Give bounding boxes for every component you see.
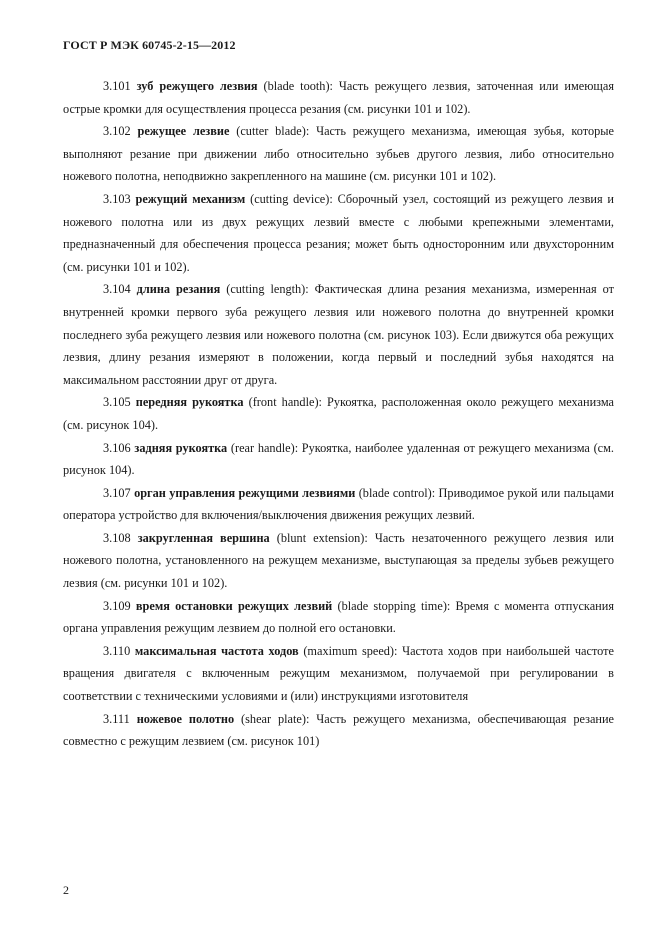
term-number: 3.105	[103, 395, 131, 410]
term-number: 3.101	[103, 79, 131, 93]
term-number: 3.107	[103, 485, 131, 500]
term-definition: (cutting device): Сборочный узел, состоящий из режущего лезвия и ножевого полотна или из двух режущих лезвий вместе с любыми крепежными элементами, предназначенный для обеспечения процесса резания; может быть односторонним или двухсторонним (см. рисунки 101 и 102).	[63, 191, 615, 274]
term-number: 3.110	[103, 643, 131, 658]
term-number: 3.104	[103, 282, 131, 297]
term-name: зуб режущего лезвия	[136, 79, 258, 93]
term-entry	[63, 188, 614, 278]
term-name: закругленная вершина	[137, 530, 270, 545]
term-name: длина резания	[136, 282, 221, 297]
term-definition: (cutting length): Фактическая длина резания механизма, измеренная от внутренней кромки первого зуба режущего лезвия или ножевого полотна до внутренней кромки последнего зуба режущего лезвия или ножевого полотна (см. рисунок 103). Если движутся оба режущих лезвия, длину резания измеряют в положении, когда первый и последний зубья находятся на максимальном расстоянии друг от друга.	[63, 282, 614, 387]
term-name: задняя рукоятка	[134, 440, 228, 455]
term-name: передняя рукоятка	[135, 395, 244, 410]
term-definition: (blade control): Приводимое рукой или пальцами оператора устройство для включения/выключения движения режущих лезвий.	[63, 485, 614, 523]
page-number: 2	[63, 883, 69, 897]
term-name: максимальная частота ходов	[134, 643, 299, 658]
term-entry	[63, 120, 614, 188]
term-name: режущий механизм	[135, 191, 246, 206]
term-entry	[63, 708, 614, 753]
term-number: 3.102	[103, 124, 131, 139]
term-definition: (blunt extension): Часть незаточенного режущего лезвия или ножевого полотна, установленного на режущем механизме, выступающая за пределы зубьев режущего лезвия (см. рисунки 101 и 102).	[63, 530, 614, 591]
term-number: 3.111	[103, 711, 130, 726]
term-name: режущее лезвие	[137, 124, 230, 139]
term-number: 3.109	[103, 598, 131, 613]
term-number: 3.103	[103, 191, 131, 206]
term-entry	[63, 527, 614, 595]
term-name: орган управления режущими лезвиями	[134, 485, 356, 500]
term-name: время остановки режущих лезвий	[135, 598, 333, 613]
term-entry	[63, 482, 614, 527]
term-entry	[63, 640, 614, 708]
terms-list	[63, 75, 614, 753]
term-entry	[63, 391, 614, 436]
document-header: ГОСТ Р МЭК 60745-2-15—2012	[63, 38, 236, 52]
term-definition: (blade tooth): Часть режущего лезвия, заточенная или имеющая острые кромки для осуществления процесса резания (см. рисунки 101 и 102).	[63, 79, 615, 116]
term-entry	[63, 437, 614, 482]
term-definition: (maximum speed): Частота ходов при наибольшей частоте вращения двигателя с включенным режущим механизмом, получаемой при регулировании в соответствии с техническими условиями и (или) инструкциями изготовителя	[63, 643, 614, 704]
term-definition: (front handle): Рукоятка, расположенная около режущего механизма (см. рисунок 104).	[63, 395, 614, 432]
term-entry	[63, 595, 614, 640]
term-name: ножевое полотно	[136, 711, 235, 726]
term-entry	[63, 75, 614, 120]
term-number: 3.108	[103, 530, 131, 545]
term-definition: (blade stopping time): Время с момента отпускания органа управления режущим лезвием до полной его остановки.	[63, 598, 614, 636]
term-definition: (cutter blade): Часть режущего механизма, имеющая зубья, которые выполняют резание при движении либо относительно зубьев другого лезвия, либо относительно ножевого полотна, неподвижно закрепленного на машине (см. рисунки 101 и 102).	[63, 124, 614, 184]
term-entry	[63, 278, 614, 391]
term-definition: (rear handle): Рукоятка, наиболее удаленная от режущего механизма (см. рисунок 104).	[63, 440, 614, 478]
term-definition: (shear plate): Часть режущего механизма, обеспечивающая резание совместно с режущим лезвием (см. рисунок 101)	[63, 711, 615, 749]
term-number: 3.106	[103, 440, 131, 455]
